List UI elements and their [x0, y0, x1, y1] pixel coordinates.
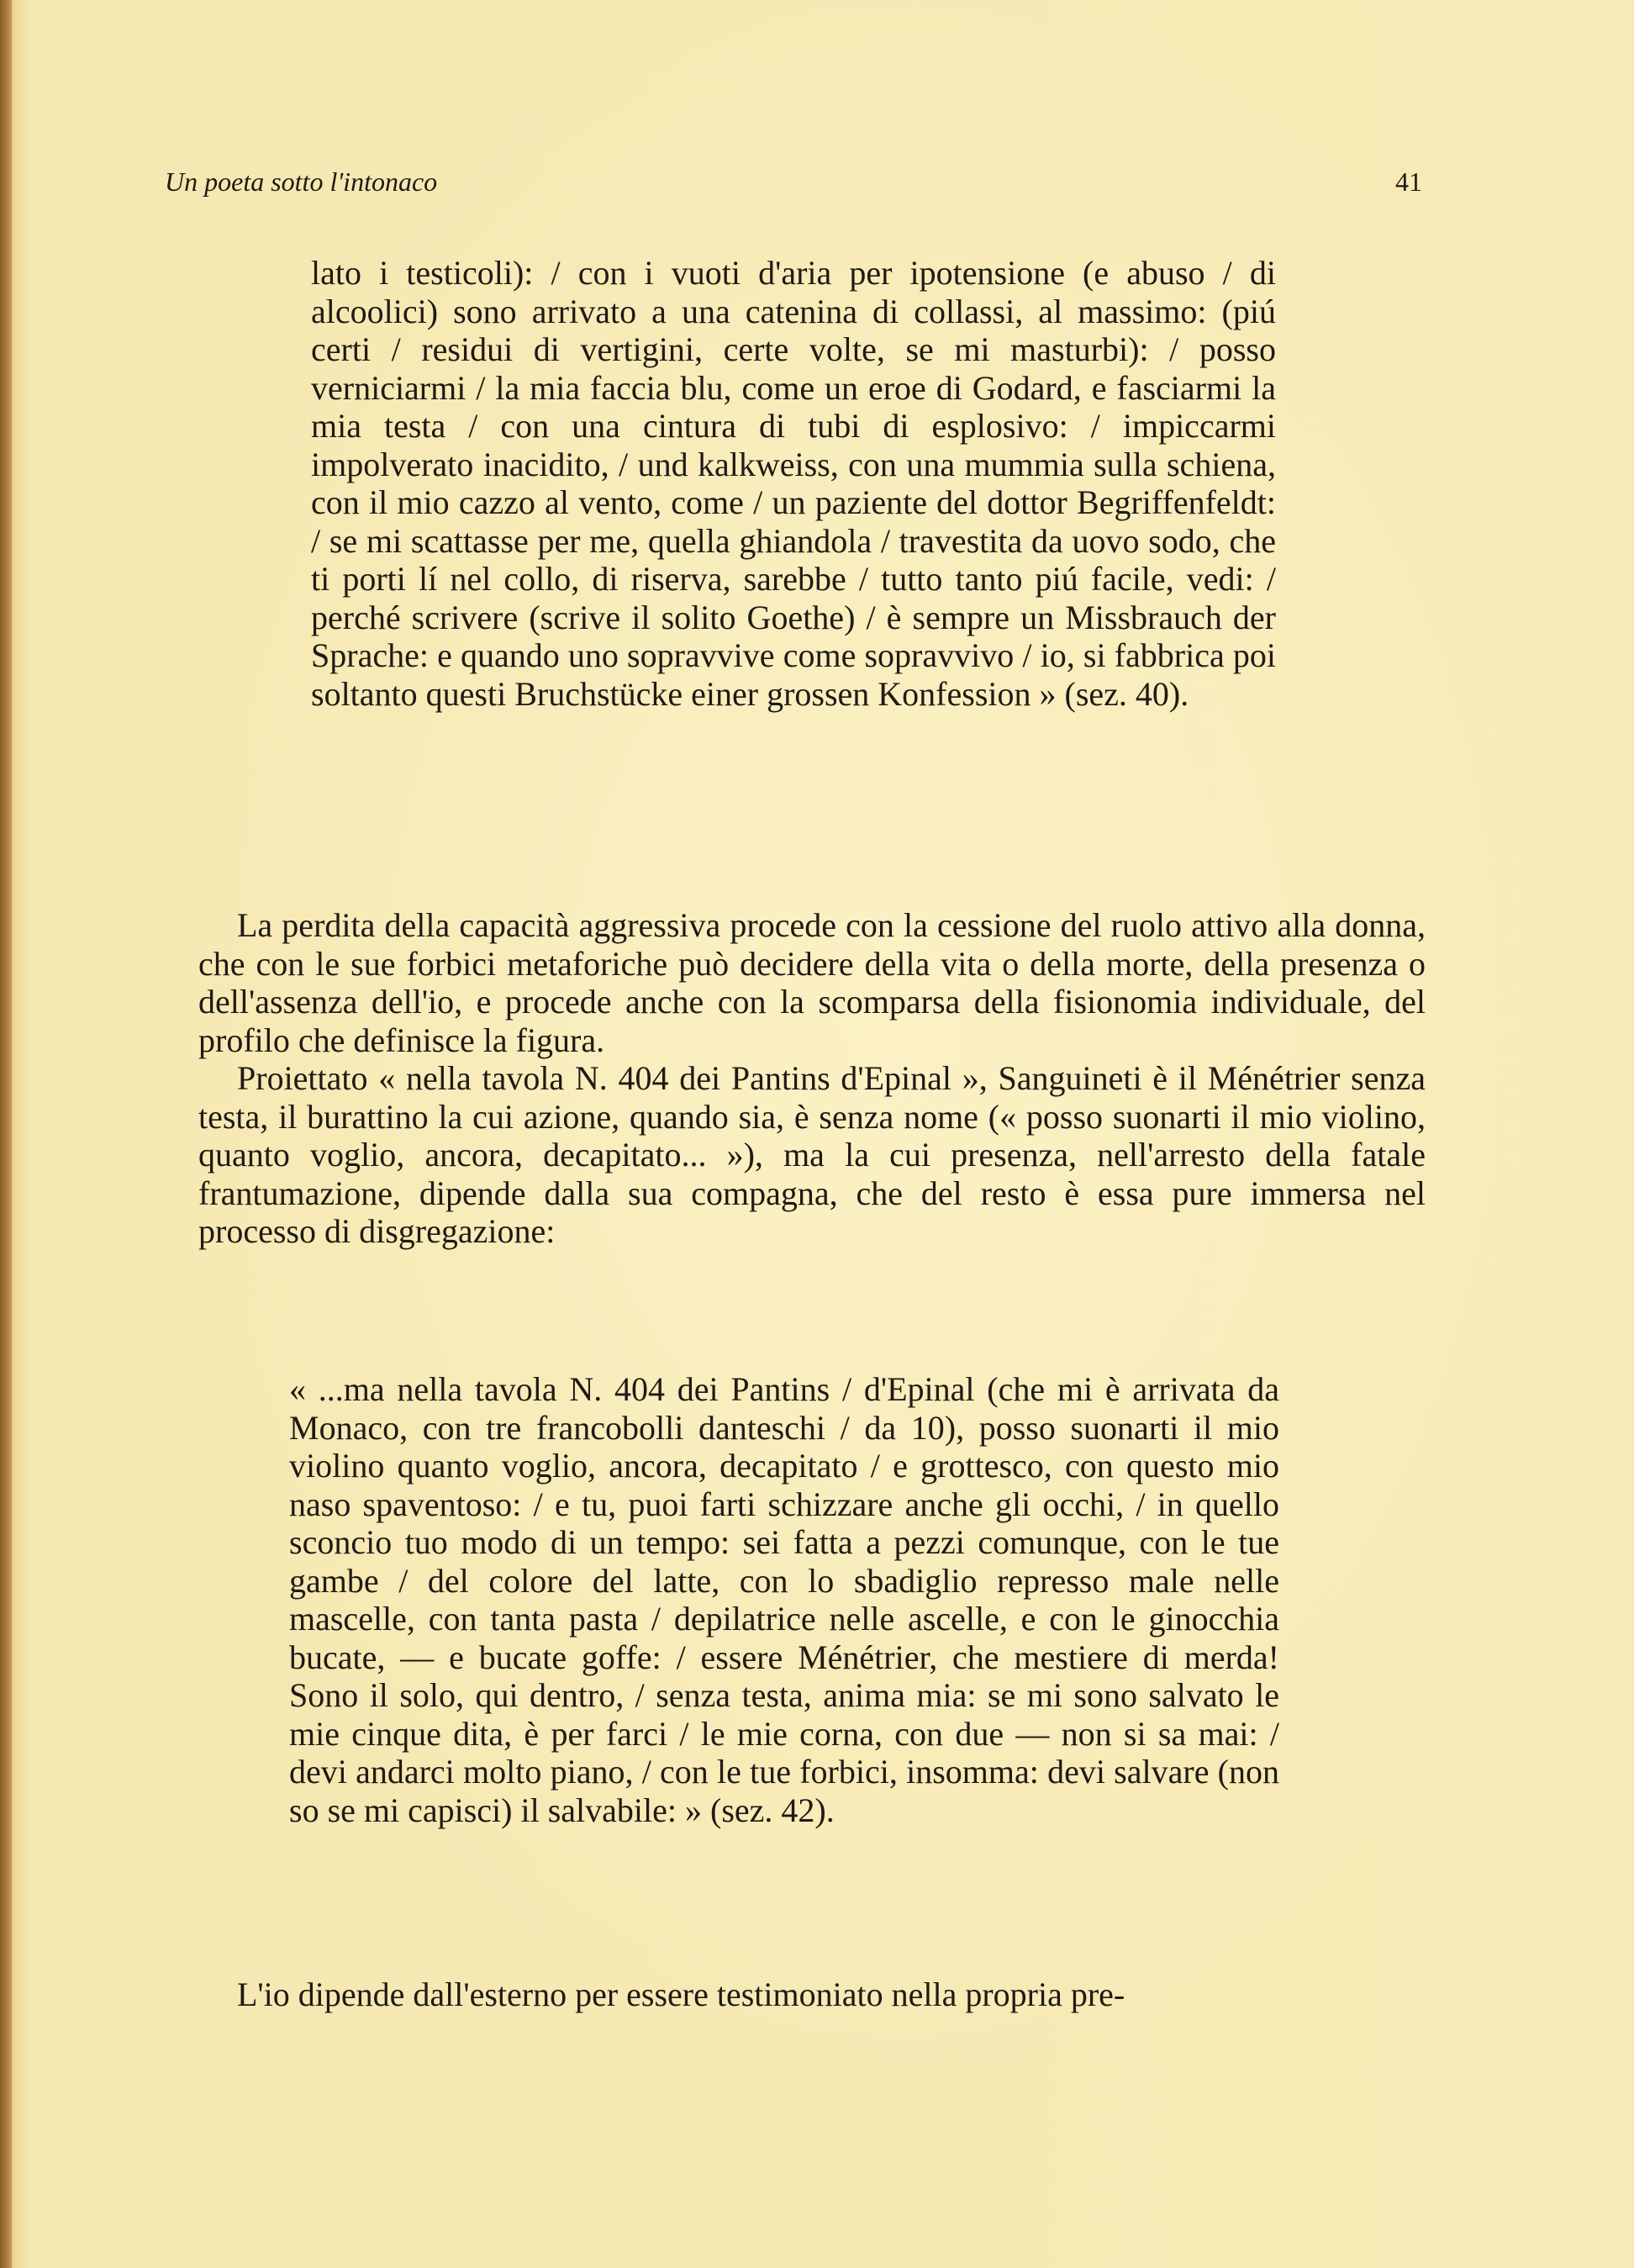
running-head [165, 165, 1422, 198]
block-quote-sez-40 [311, 254, 1276, 713]
quote-text: « ...ma nella tavola N. 404 dei Pantins / d'Epinal (che mi è arrivata da Monaco, con tre francobolli danteschi / da 10), posso suonarti il mio violino quanto voglio, ancora, decapitato / e grottesco, con questo mio naso spaventoso: / e tu, puoi farti schizzare anche gli occhi, / in quello sconcio tuo modo di un tempo: sei fatta a pezzi comunque, con le tue gambe / del colore del latte, con lo sbadiglio represso male nelle mascelle, con tanta pasta / depilatrice nelle ascelle, e con le ginocchia bucate, — e bucate goffe: / essere Ménétrier, che mestiere di merda! Sono il solo, qui dentro, / senza testa, anima mia: se mi sono salvato le mie cinque dita, è per farci / le mie corna, con due — non si sa mai: / devi andarci molto piano, / con le tue forbici, insomma: devi salvare (non so se mi capisci) il salvabile: » (sez. 42). [289, 1370, 1279, 1829]
book-spine-edge [0, 0, 12, 2268]
page-number: 41 [1395, 166, 1422, 197]
body-text-block-continued [198, 1975, 1426, 2014]
body-text-block [198, 906, 1426, 1251]
paragraph: La perdita della capacità aggressiva procede con la cessione del ruolo attivo alla donna, che con le sue forbici metaforiche può decidere della vita o della morte, della presenza o dell'assenza dell'io, e procede anche con la scomparsa della fisionomia individuale, del profilo che definisce la figura. [198, 906, 1426, 1059]
block-quote-sez-42 [289, 1370, 1279, 1829]
quote-text: lato i testicoli): / con i vuoti d'aria per ipotensione (e abuso / di alcoolici) sono arrivato a una catenina di collassi, al massimo: (piú certi / residui di vertigini, certe volte, se mi masturbi): / posso verniciarmi / la mia faccia blu, come un eroe di Godard, e fasciarmi la mia testa / con una cintura di tubi di esplosivo: / impiccarmi impolverato inacidito, / und kalkweiss, con una mummia sulla schiena, con il mio cazzo al vento, come / un paziente del dottor Begriffenfeldt: / se mi scattasse per me, quella ghiandola / travestita da uovo sodo, che ti porti lí nel collo, di riserva, sarebbe / tutto tanto piú facile, vedi: / perché scrivere (scrive il solito Goethe) / è sempre un Missbrauch der Sprache: e quando uno sopravvive come sopravvivo / io, si fabbrica poi soltanto questi Bruchstücke einer grossen Konfession » (sez. 40). [311, 254, 1276, 713]
paragraph: L'io dipende dall'esterno per essere testimoniato nella propria pre- [237, 1975, 1125, 2013]
paragraph: Proiettato « nella tavola N. 404 dei Pantins d'Epinal », Sanguineti è il Ménétrier senza testa, il burattino la cui azione, quando sia, è senza nome (« posso suonarti il mio violino, quanto voglio, ancora, decapitato... »), ma la cui presenza, nell'arresto della fatale frantumazione, dipende dalla sua compagna, che del resto è essa pure immersa nel processo di disgregazione: [198, 1059, 1426, 1250]
running-head-title: Un poeta sotto l'intonaco [165, 166, 438, 197]
